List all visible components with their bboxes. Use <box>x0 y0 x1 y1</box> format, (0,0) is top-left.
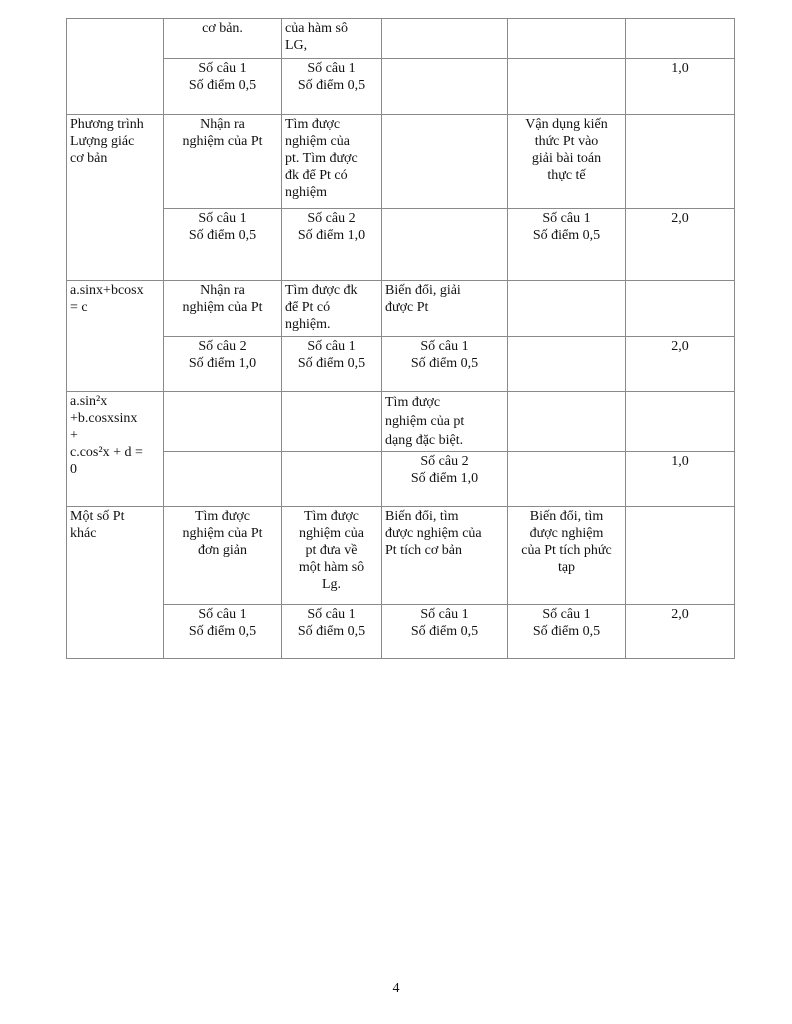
table-row <box>67 209 735 281</box>
understanding-stats-cell <box>282 452 382 507</box>
understanding-desc-cell: Tìm được nghiệm của pt đưa về một hàm sô Lg. <box>282 507 382 605</box>
topic-cell: a.sin²x +b.cosxsinx + c.cos²x + d = 0 <box>67 392 164 507</box>
understanding-stats-cell: Số câu 1 Số điểm 0,5 <box>282 337 382 392</box>
understanding-desc-cell: Tìm được nghiệm của pt. Tìm được đk để Pt có nghiệm <box>282 115 382 209</box>
understanding-stats-cell: Số câu 1 Số điểm 0,5 <box>282 605 382 659</box>
recognition-desc-cell: Nhận ra nghiệm của Pt <box>164 281 282 337</box>
advanced-application-desc-cell <box>508 281 626 337</box>
total-score-cell: 1,0 <box>626 452 735 507</box>
recognition-desc-cell: Tìm được nghiệm của Pt đơn giản <box>164 507 282 605</box>
application-stats-cell: Số câu 2 Số điểm 1,0 <box>382 452 508 507</box>
recognition-stats-cell: Số câu 2 Số điểm 1,0 <box>164 337 282 392</box>
score-empty-cell <box>626 19 735 59</box>
understanding-desc-cell: Tìm được đk để Pt có nghiệm. <box>282 281 382 337</box>
application-desc-cell: Biến đổi, giải được Pt <box>382 281 508 337</box>
application-stats-cell: Số câu 1 Số điểm 0,5 <box>382 337 508 392</box>
table-row <box>67 115 735 209</box>
table-row <box>67 337 735 392</box>
topic-cell: Một số Pt khác <box>67 507 164 659</box>
application-stats-cell <box>382 59 508 115</box>
advanced-application-desc-cell <box>508 392 626 452</box>
application-desc-cell <box>382 115 508 209</box>
topic-cell: a.sinx+bcosx = c <box>67 281 164 392</box>
topic-cell: Phương trình Lượng giác cơ bản <box>67 115 164 281</box>
total-score-cell: 2,0 <box>626 209 735 281</box>
total-score-cell: 2,0 <box>626 605 735 659</box>
recognition-stats-cell <box>164 452 282 507</box>
advanced-application-desc-cell: Biến đổi, tìm được nghiệm của Pt tích phức tạp <box>508 507 626 605</box>
advanced-application-desc-cell: Vận dụng kiến thức Pt vào giải bài toán thực tế <box>508 115 626 209</box>
advanced-application-stats-cell <box>508 59 626 115</box>
understanding-stats-cell: Số câu 1 Số điểm 0,5 <box>282 59 382 115</box>
score-empty-cell <box>626 115 735 209</box>
table-row <box>67 281 735 337</box>
table-row <box>67 605 735 659</box>
understanding-stats-cell: Số câu 2 Số điểm 1,0 <box>282 209 382 281</box>
table-row <box>67 59 735 115</box>
application-stats-cell <box>382 209 508 281</box>
advanced-application-stats-cell <box>508 337 626 392</box>
advanced-application-stats-cell: Số câu 1 Số điểm 0,5 <box>508 605 626 659</box>
recognition-stats-cell: Số câu 1 Số điểm 0,5 <box>164 605 282 659</box>
topic-cell <box>67 19 164 115</box>
table-row <box>67 392 735 452</box>
recognition-stats-cell: Số câu 1 Số điểm 0,5 <box>164 59 282 115</box>
score-empty-cell <box>626 281 735 337</box>
advanced-application-stats-cell <box>508 452 626 507</box>
understanding-desc-cell: của hàm sô LG, <box>282 19 382 59</box>
total-score-cell: 1,0 <box>626 59 735 115</box>
page-number: 4 <box>392 981 400 996</box>
application-desc-cell <box>382 19 508 59</box>
application-stats-cell: Số câu 1 Số điểm 0,5 <box>382 605 508 659</box>
table-row <box>67 507 735 605</box>
recognition-desc-cell <box>164 392 282 452</box>
total-score-cell: 2,0 <box>626 337 735 392</box>
recognition-desc-cell: cơ bản. <box>164 19 282 59</box>
recognition-stats-cell: Số câu 1 Số điểm 0,5 <box>164 209 282 281</box>
understanding-desc-cell <box>282 392 382 452</box>
recognition-desc-cell: Nhận ra nghiệm của Pt <box>164 115 282 209</box>
score-empty-cell <box>626 507 735 605</box>
table-row <box>67 19 735 59</box>
advanced-application-desc-cell <box>508 19 626 59</box>
advanced-application-stats-cell: Số câu 1 Số điểm 0,5 <box>508 209 626 281</box>
table-row <box>67 452 735 507</box>
application-desc-cell: Tìm được nghiệm của pt dạng đặc biệt. <box>382 392 508 452</box>
application-desc-cell: Biến đổi, tìm được nghiệm của Pt tích cơ bản <box>382 507 508 605</box>
assessment-matrix-table <box>66 18 735 659</box>
score-empty-cell <box>626 392 735 452</box>
